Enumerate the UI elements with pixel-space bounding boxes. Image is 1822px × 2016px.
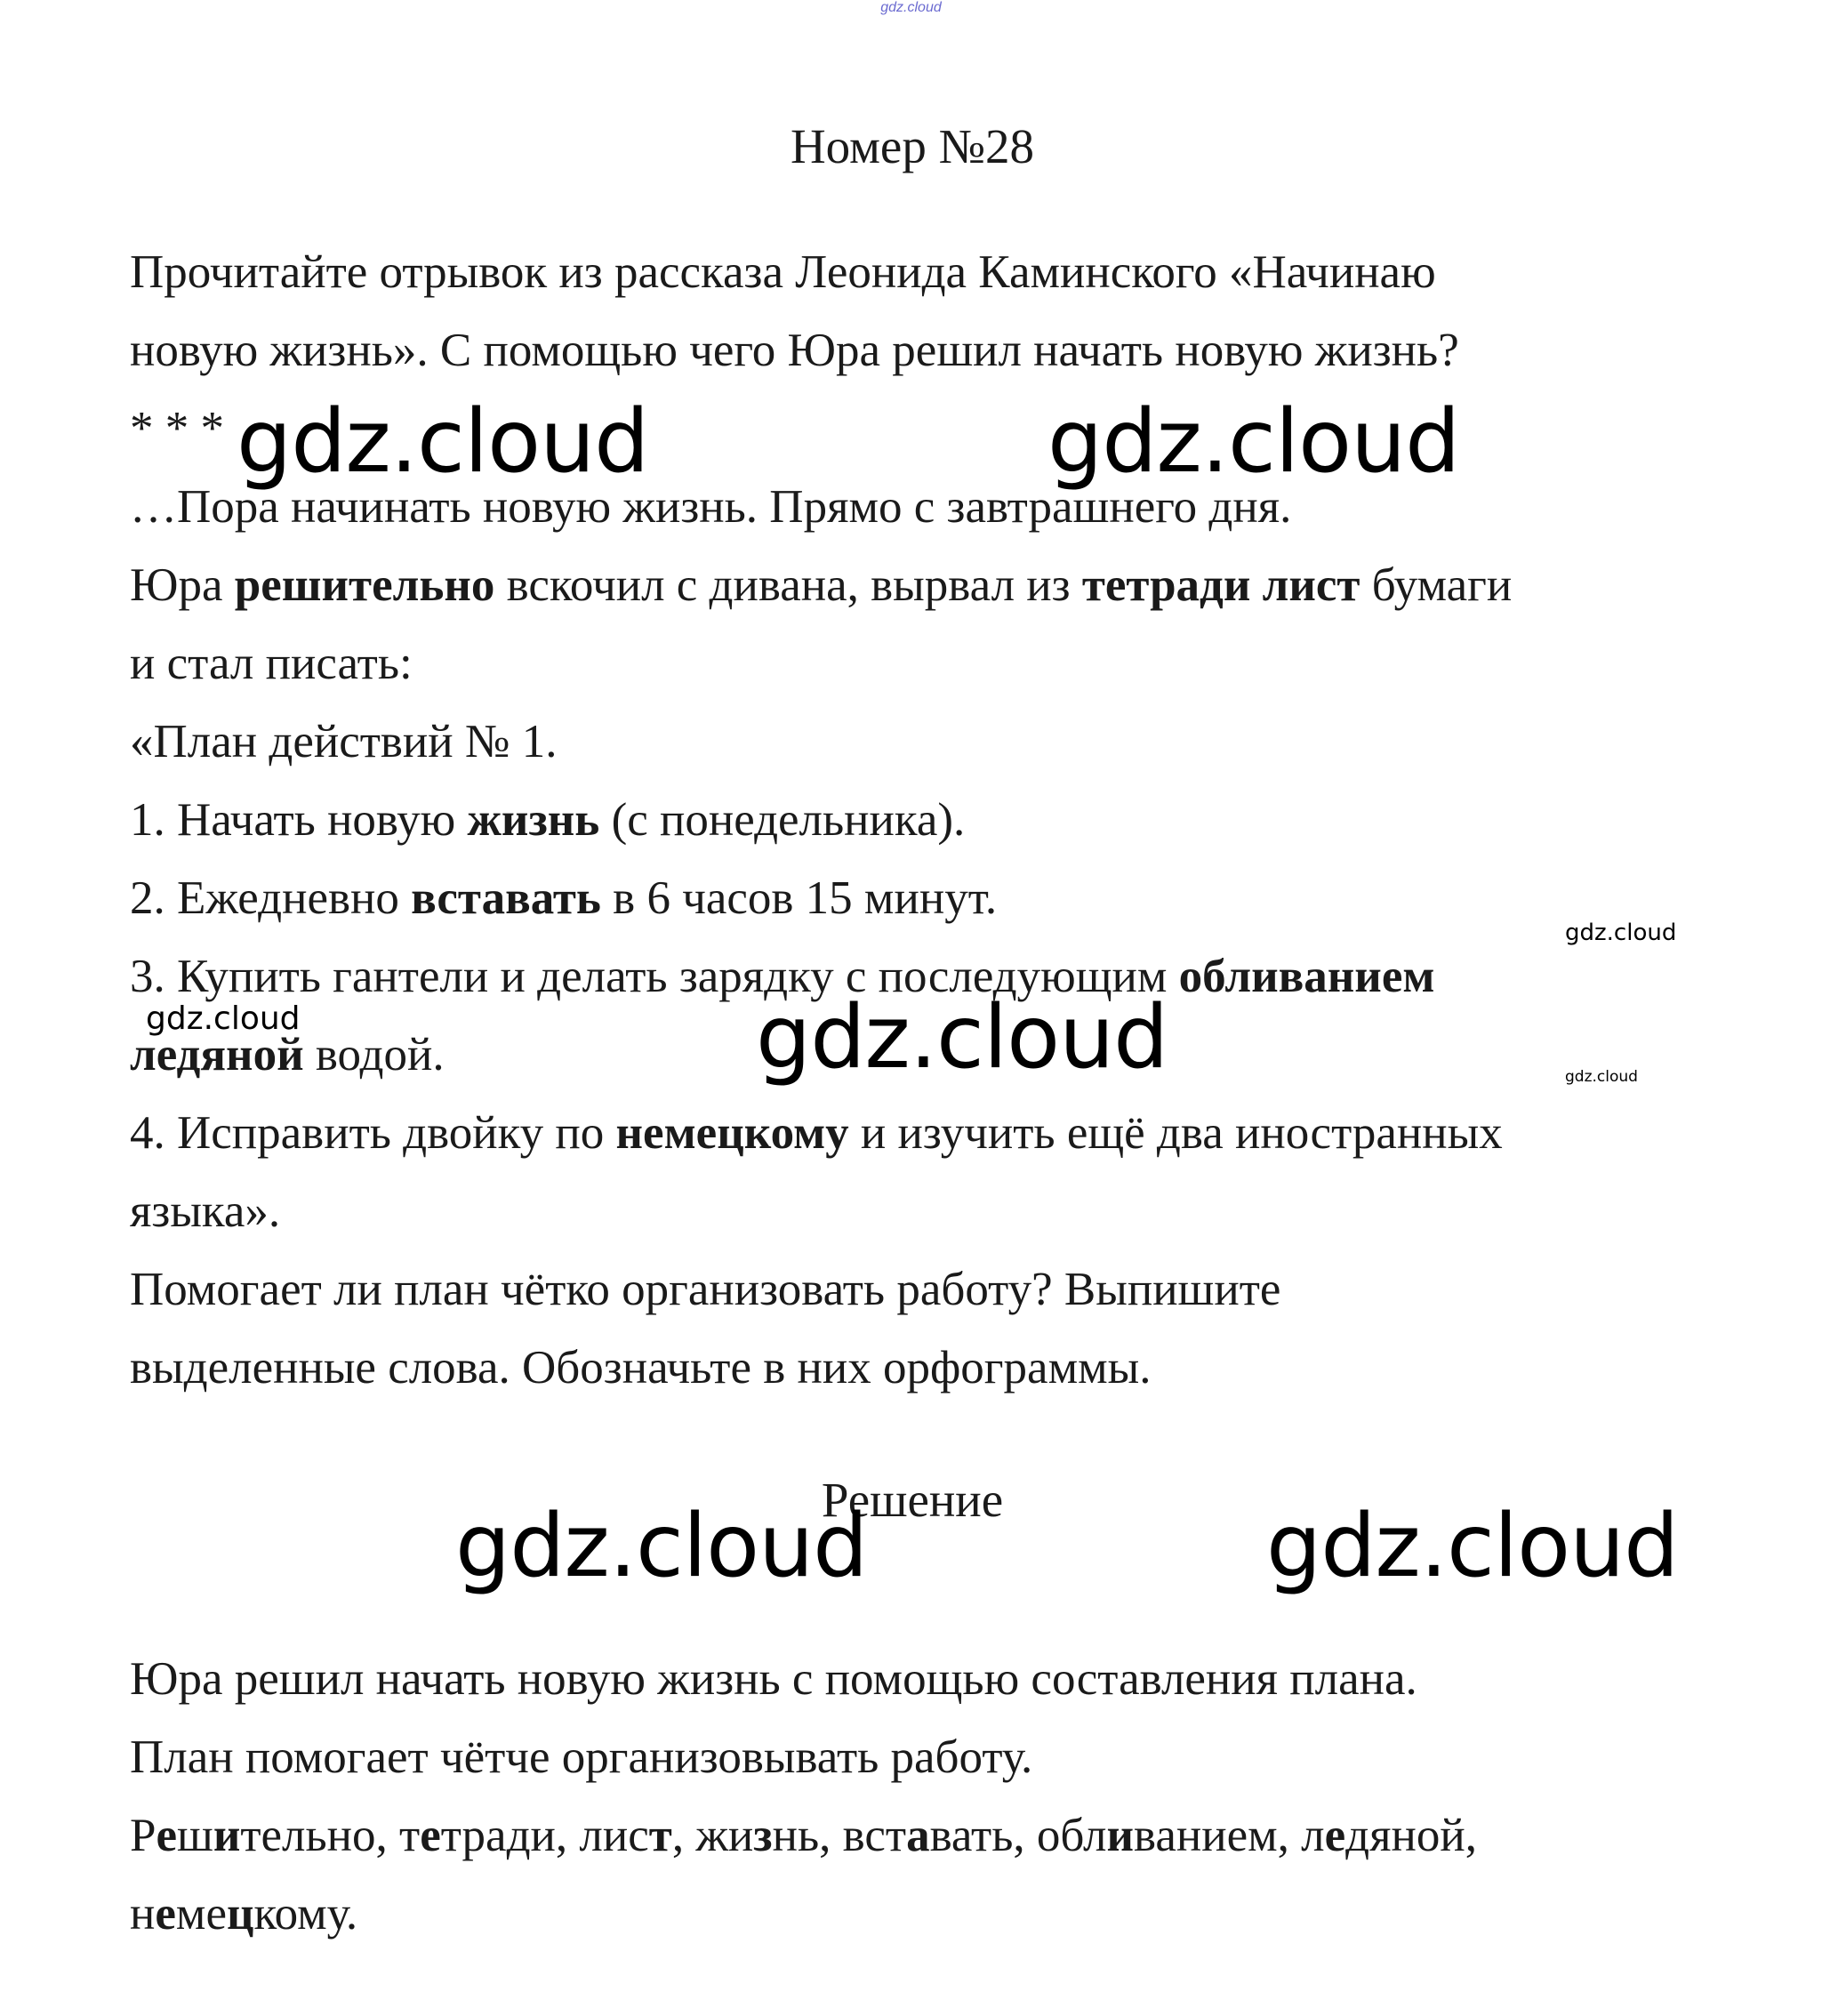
solution-words-line	[130, 1875, 1695, 1953]
orthogram-letter: ц	[226, 1888, 254, 1940]
excerpt-line: …Пора начинать новую жизнь. Прямо с завтрашнего дня.	[130, 481, 1292, 533]
highlighted-word: ледяной	[130, 1029, 304, 1080]
text-span: в 6 часов 15 минут.	[600, 872, 998, 924]
text-span: вскочил с дивана, вырвал из	[494, 559, 1082, 611]
page-title: Номер №28	[790, 119, 1035, 173]
text-span: ш	[177, 1810, 213, 1861]
text-span: и изучить ещё два иностранных	[848, 1107, 1503, 1159]
watermark: gdz.cloud	[1565, 1068, 1638, 1086]
text-span: бумаги	[1360, 559, 1513, 611]
text-span: ,	[671, 1810, 696, 1861]
highlighted-word: решительно	[234, 559, 495, 611]
plan-item	[130, 1094, 1695, 1172]
text-span: жи	[695, 1810, 754, 1861]
task-line: новую жизнь». С помощью чего Юра решил начать новую жизнь?	[130, 325, 1459, 376]
text-span: вст	[842, 1810, 907, 1861]
orthogram-letter: е	[1324, 1810, 1346, 1861]
plan-item	[130, 781, 1695, 859]
solution-line: Юра решил начать новую жизнь с помощью составления плана.	[130, 1653, 1417, 1705]
highlighted-word: жизнь	[467, 794, 600, 846]
solution-words-line	[130, 1796, 1695, 1875]
orthogram-letter: е	[420, 1810, 441, 1861]
highlighted-word: обливанием	[1178, 951, 1435, 1002]
watermark: gdz.cloud	[1565, 920, 1677, 946]
text-span: лис	[579, 1810, 649, 1861]
text-span: т	[399, 1810, 421, 1861]
text-span: Р	[130, 1810, 157, 1861]
text-span: кому.	[253, 1888, 358, 1940]
orthogram-letter: е	[156, 1810, 178, 1861]
orthogram-letter: е	[155, 1888, 176, 1940]
text-span: Юра	[130, 559, 235, 611]
plan-title: «План действий № 1.	[130, 716, 558, 767]
text-span: 4. Исправить двойку по	[130, 1107, 616, 1159]
orthogram-letter: и	[1106, 1810, 1135, 1861]
text-span: л	[1301, 1810, 1325, 1861]
highlighted-word: вставать	[411, 872, 601, 924]
text-span: водой.	[303, 1029, 445, 1080]
text-span: ме	[175, 1888, 227, 1940]
task-question: Помогает ли план чётко организовать работу? Выпишите	[130, 1264, 1281, 1315]
text-span: вать,	[929, 1810, 1037, 1861]
header-watermark: gdz.cloud	[880, 0, 942, 15]
solution-line: План помогает чётче организовывать работу.	[130, 1731, 1033, 1783]
task-line: Прочитайте отрывок из рассказа Леонида Каминского «Начинаю	[130, 246, 1436, 298]
solution-heading: Решение	[821, 1473, 1004, 1527]
orthogram-letter: т	[648, 1810, 672, 1861]
text-span: тельно,	[240, 1810, 400, 1861]
watermark: gdz.cloud	[237, 391, 649, 493]
plan-item: языка».	[130, 1185, 281, 1237]
watermark: gdz.cloud	[146, 1000, 301, 1037]
excerpt-line: и стал писать:	[130, 638, 413, 689]
task-question: выделенные слова. Обозначьте в них орфограммы.	[130, 1342, 1152, 1394]
text-span: 3. Купить гантели и делать зарядку с последующим	[130, 951, 1179, 1002]
text-span: обл	[1036, 1810, 1107, 1861]
solution-body	[130, 1640, 1695, 1953]
text-span: н	[130, 1888, 156, 1940]
orthogram-letter: и	[213, 1810, 241, 1861]
text-span: 2. Ежедневно	[130, 872, 412, 924]
watermark: gdz.cloud	[756, 987, 1168, 1088]
text-span: (с понедельника).	[599, 794, 966, 846]
text-span: нь,	[772, 1810, 843, 1861]
orthogram-letter: з	[753, 1810, 773, 1861]
text-span: тради,	[440, 1810, 580, 1861]
plan-item	[130, 859, 1695, 937]
excerpt-stars: * * *	[130, 403, 224, 454]
watermark: gdz.cloud	[455, 1496, 868, 1597]
excerpt-line	[130, 546, 1695, 624]
text-span: дяной,	[1345, 1810, 1477, 1861]
highlighted-word: тетради лист	[1081, 559, 1360, 611]
watermark: gdz.cloud	[1047, 391, 1460, 493]
text-span: 1. Начать новую	[130, 794, 468, 846]
watermark: gdz.cloud	[1266, 1496, 1679, 1597]
text-span: ванием,	[1134, 1810, 1302, 1861]
highlighted-word: немецкому	[615, 1107, 849, 1159]
orthogram-letter: а	[906, 1810, 930, 1861]
